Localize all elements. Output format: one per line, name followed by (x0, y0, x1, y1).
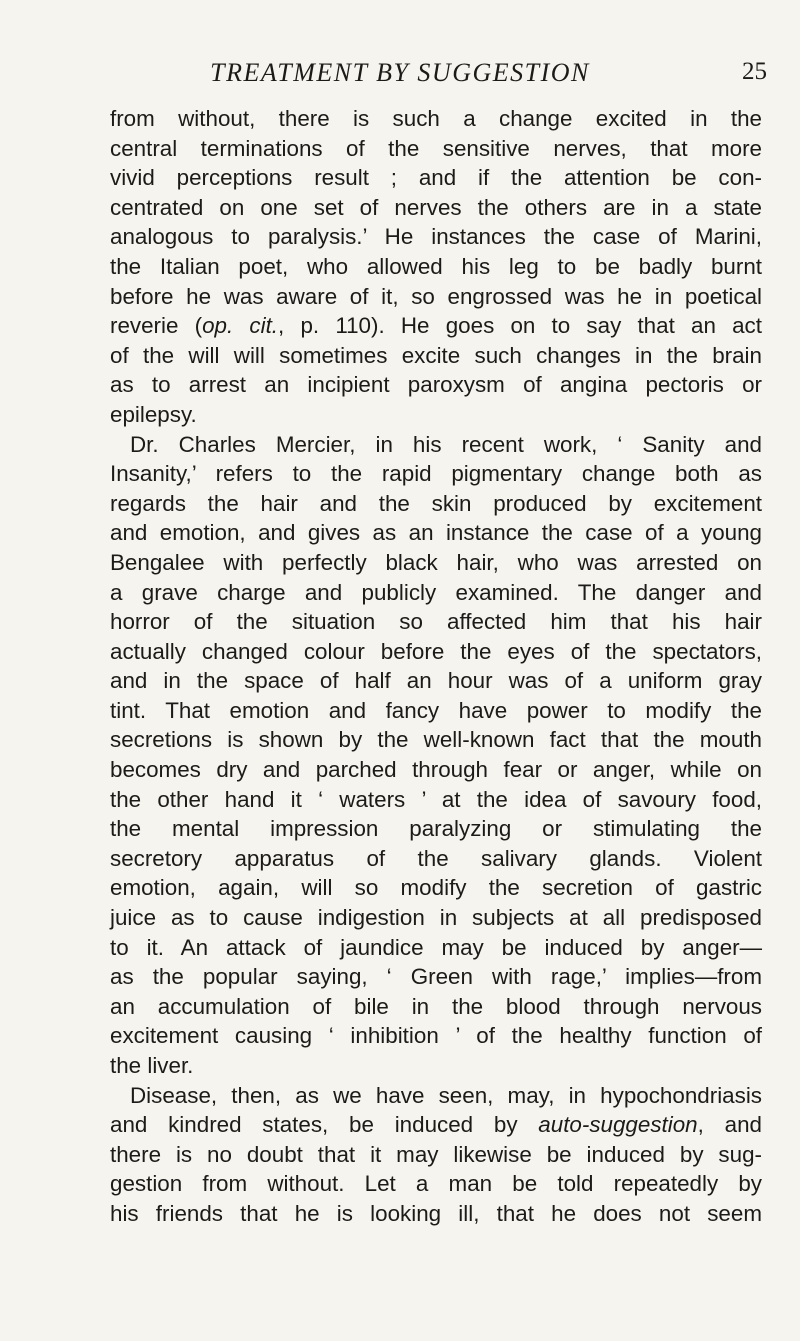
text-line: excitement causing ‘ inhibition ’ of the healthy function of (110, 1023, 762, 1049)
text-line: Bengalee with perfectly black hair, who was arrested on (110, 549, 762, 575)
text-line: to it. An attack of jaundice may be induced by anger— (110, 934, 762, 960)
text-line: an accumulation of bile in the blood through nervous (110, 993, 762, 1019)
italic-phrase: op. cit. (202, 313, 279, 339)
text-line: the mental impression paralyzing or stimulating the (110, 816, 762, 842)
text-line: from without, there is such a change excited in the (110, 106, 762, 131)
text-run: , and (697, 1112, 762, 1138)
body-text (110, 104, 762, 1229)
text-line: regards the hair and the skin produced by excitement (110, 490, 762, 516)
text-line: the liver. (110, 1053, 194, 1078)
text-run: , p. 110). He goes on to say that an act (278, 313, 762, 339)
text-line: becomes dry and parched through fear or anger, while on (110, 757, 762, 783)
text-line: the Italian poet, who allowed his leg to be badly burnt (110, 253, 762, 279)
text-line: there is no doubt that it may likewise be induced by sug- (110, 1141, 762, 1167)
text-line: tint. That emotion and fancy have power to modify the (110, 697, 762, 723)
text-line (110, 1110, 762, 1140)
text-run: and kindred states, be induced by (110, 1112, 539, 1138)
page-number: 25 (742, 58, 767, 85)
text-line: secretions is shown by the well-known fact that the mouth (110, 727, 762, 753)
running-title: TREATMENT BY SUGGESTION (210, 58, 590, 87)
text-line: central terminations of the sensitive nerves, that more (110, 135, 762, 161)
text-line: centrated on one set of nerves the others are in a state (110, 194, 762, 220)
text-line: a grave charge and publicly examined. The danger and (110, 579, 762, 605)
text-line: gestion from without. Let a man be told repeatedly by (110, 1171, 762, 1197)
text-line: as to arrest an incipient paroxysm of angina pectoris or (110, 372, 762, 398)
text-line: Insanity,’ refers to the rapid pigmentary change both as (110, 461, 762, 487)
text-line: horror of the situation so affected him that his hair (110, 609, 762, 635)
italic-phrase: auto-suggestion (538, 1112, 698, 1138)
text-line: and in the space of half an hour was of a uniform gray (110, 668, 762, 694)
text-line: secretory apparatus of the salivary glands. Violent (110, 845, 762, 871)
text-line: actually changed colour before the eyes of the spectators, (110, 638, 762, 664)
text-line: emotion, again, will so modify the secretion of gastric (110, 875, 762, 901)
text-line: analogous to paralysis.’ He instances the case of Marini, (110, 224, 762, 250)
text-line: epilepsy. (110, 401, 197, 427)
text-line: Dr. Charles Mercier, in his recent work, ‘ Sanity and (130, 431, 762, 457)
text-line: juice as to cause indigestion in subjects at all predisposed (110, 905, 762, 931)
text-line: as the popular saying, ‘ Green with rage,’ implies—from (110, 964, 762, 990)
text-line (110, 311, 762, 341)
text-line: Disease, then, as we have seen, may, in hypochondriasis (130, 1082, 762, 1108)
text-line: the other hand it ‘ waters ’ at the idea of savoury food, (110, 786, 762, 812)
text-line: before he was aware of it, so engrossed was he in poetical (110, 283, 762, 309)
text-line: vivid perceptions result ; and if the attention be con- (110, 165, 762, 191)
running-head (0, 58, 800, 92)
text-line: and emotion, and gives as an instance the case of a young (110, 520, 762, 546)
text-line: of the will will sometimes excite such changes in the brain (110, 342, 762, 368)
text-run: reverie ( (110, 313, 203, 339)
text-line: his friends that he is looking ill, that he does not seem (110, 1200, 762, 1226)
